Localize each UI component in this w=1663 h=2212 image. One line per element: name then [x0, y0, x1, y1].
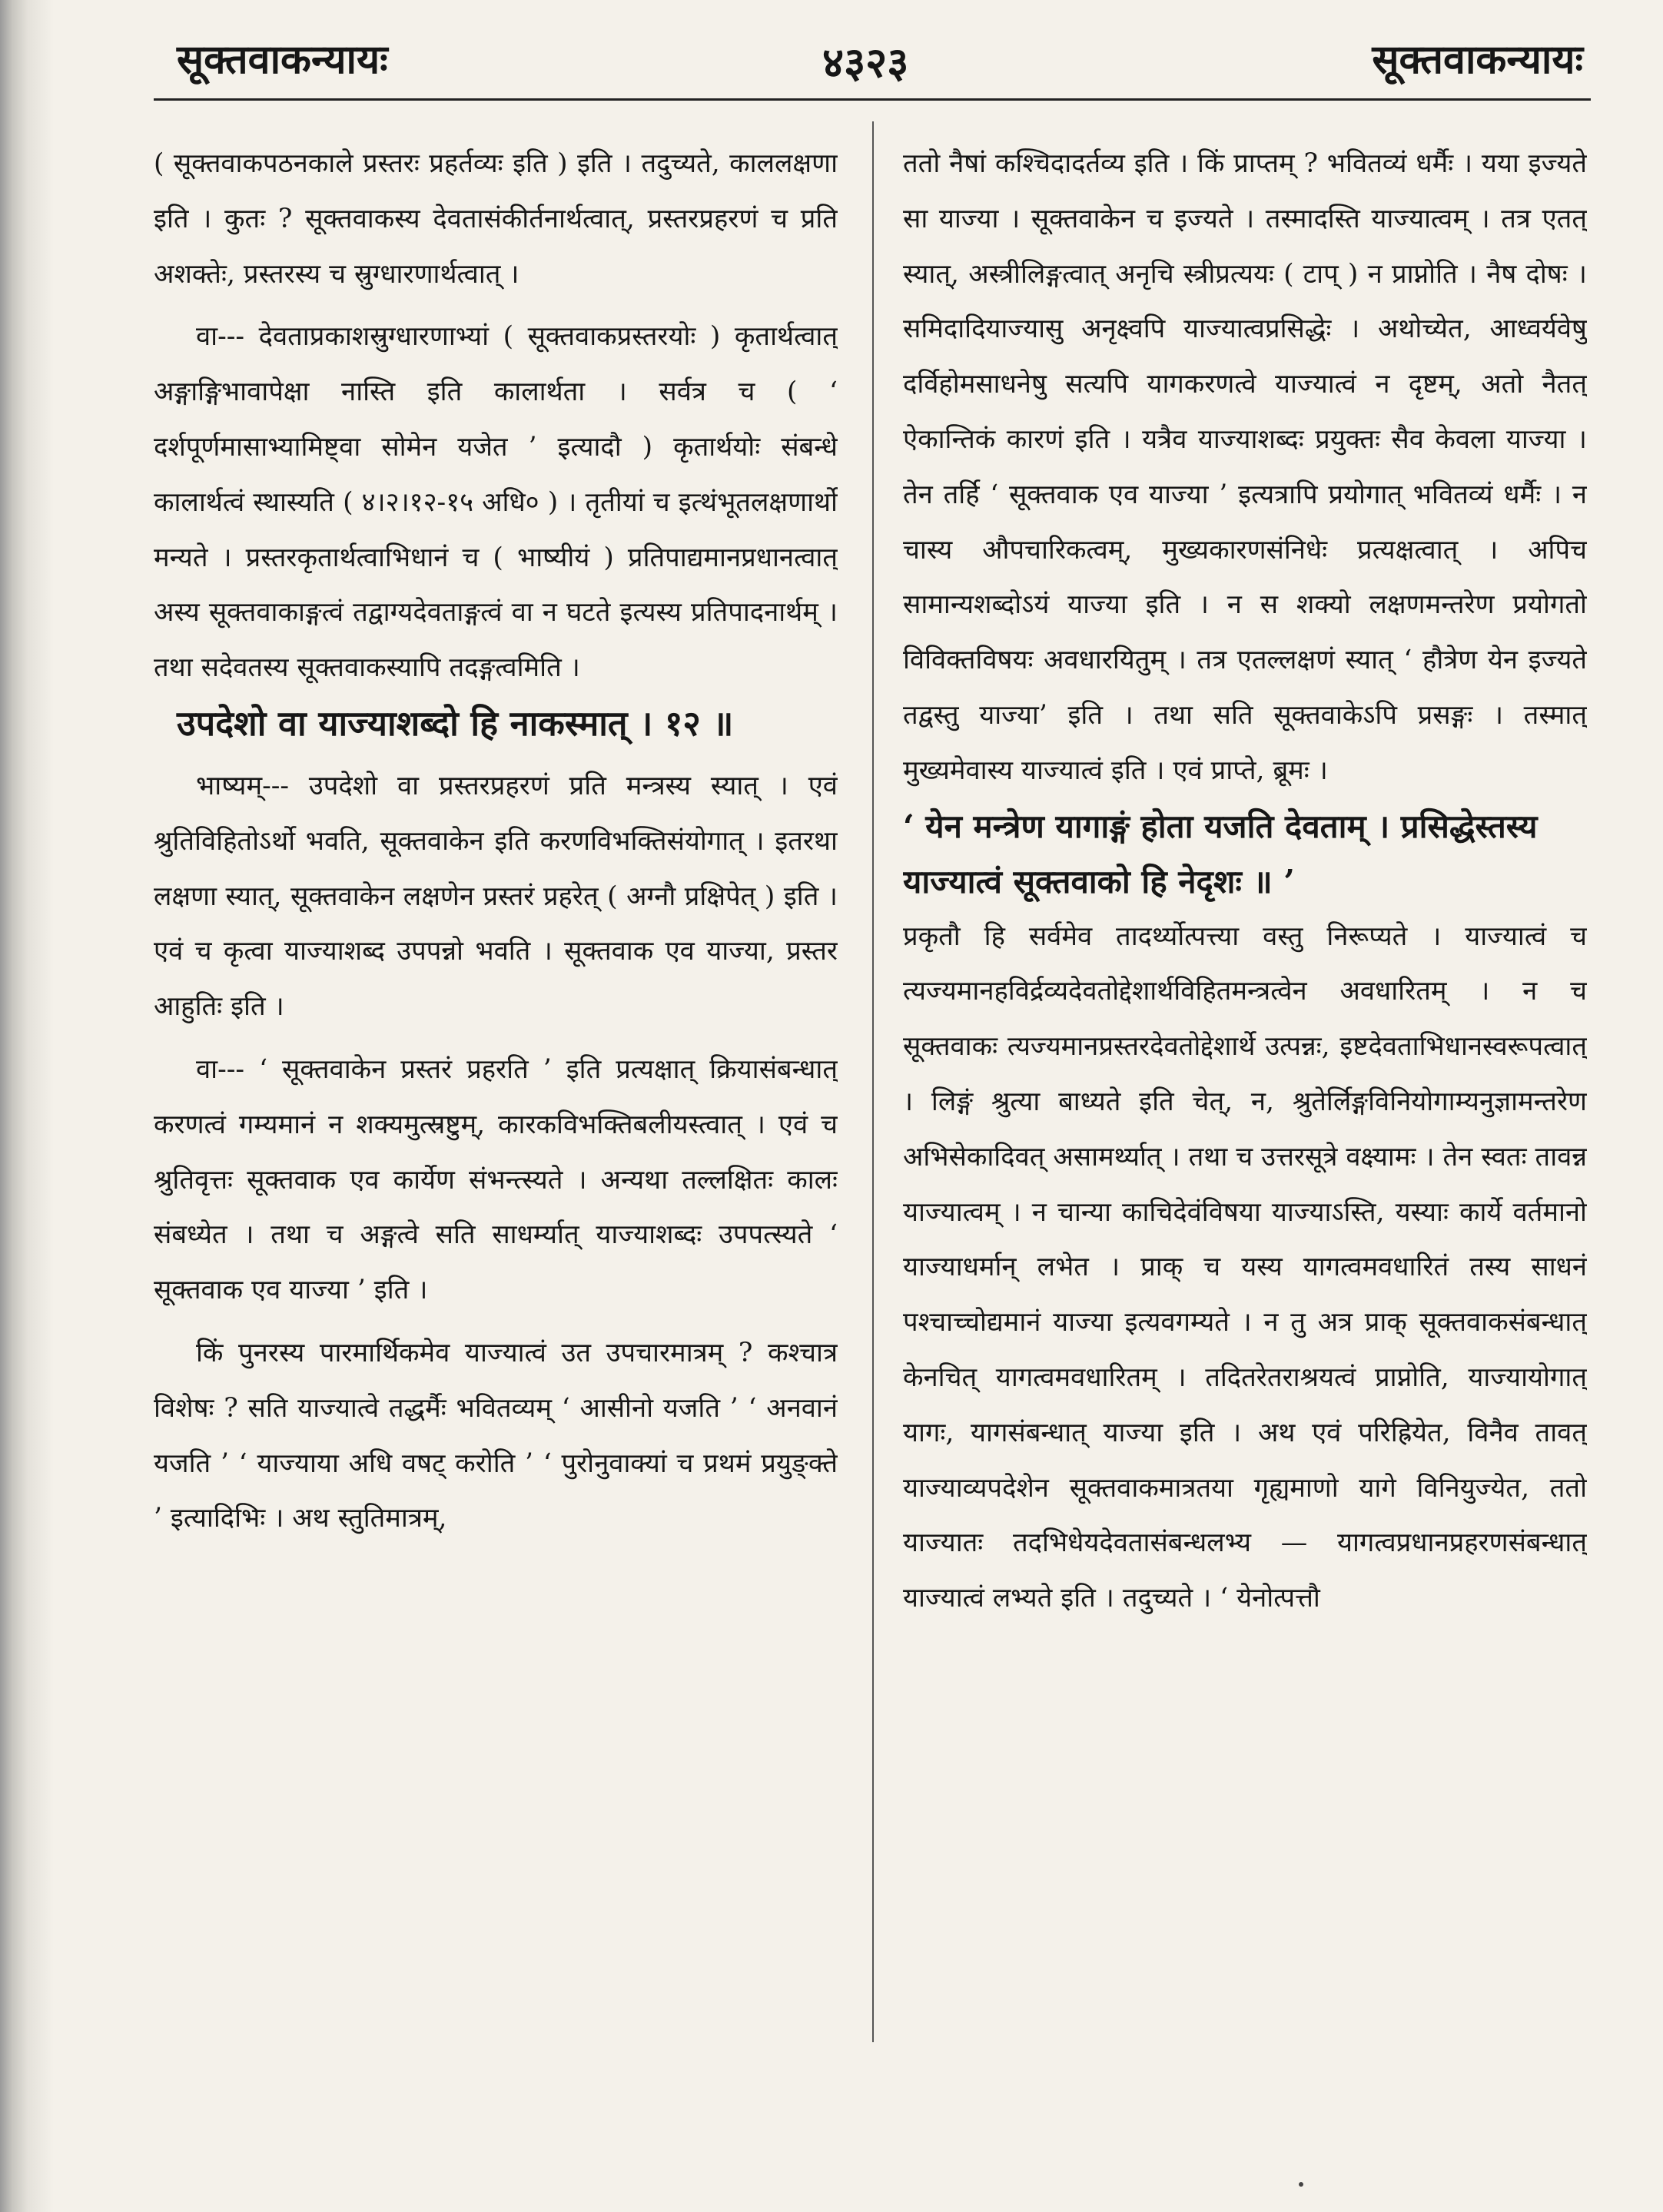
header-right-title: सूक्तवाकन्यायः [1372, 36, 1583, 83]
right-column [903, 137, 1587, 2134]
left-paragraph-vartika-2: वा--- ‘ सूक्तवाकेन प्रस्तरं प्रहरति ’ इति प्रत्यक्षात् क्रियासंबन्धात् करणत्वं गम्यमानं न शक्यमुत्स्रष्टुम्, कारकविभक्तिबलीयस्त्वात् । एवं च श्रुतिवृत्तः सूक्तवाक एव कार्येण संभन्त्स्यते । अन्यथा तल्लक्षितः कालः संबध्येत । तथा च अङ्गत्वे सति साधर्म्यात् याज्याशब्दः उपपत्स्यते ‘ सूक्तवाक एव याज्या ’ इति । [154, 1053, 838, 1306]
page-number: ४३२३ [822, 38, 909, 87]
right-paragraph-1: ततो नैषां कश्चिदादर्तव्य इति । किं प्राप्तम् ? भवितव्यं धर्मैः । यया इज्यते सा याज्या । सूक्तवाकेन च इज्यते । तस्मादस्ति याज्यात्वम् । तत्र एतत् स्यात्, अस्त्रीलिङ्गत्वात् अनृचि स्त्रीप्रत्ययः ( टाप् ) न प्राप्नोति । नैष दोषः । समिदादियाज्यासु अनृक्ष्वपि याज्यात्वप्रसिद्धेः । अथोच्येत, आध्वर्यवेषु दर्विहोमसाधनेषु सत्यपि यागकरणत्वे याज्यात्वं न दृष्टम्, अतो नैतत् ऐकान्तिकं कारणं इति । यत्रैव याज्याशब्दः प्रयुक्तः सैव केवला याज्या । तेन तर्हि ‘ सूक्तवाक एव याज्या ’ इत्यत्रापि प्रयोगात् भवितव्यं धर्मैः । न चास्य औपचारिकत्वम्, मुख्यकारणसंनिधेः प्रत्यक्षत्वात् । अपिच सामान्यशब्दोऽयं याज्या इति । न स शक्यो लक्षणमन्तरेण प्रयोगतो विविक्तविषयः अवधारयितुम् । तत्र एतल्लक्षणं स्यात् ‘ हौत्रेण येन इज्यते तद्वस्तु याज्या’ इति । तथा सति सूक्तवाकेऽपि प्रसङ्गः । तस्मात् मुख्यमेवास्य याज्यात्वं इति । एवं प्राप्ते, ब्रूमः । [903, 148, 1587, 786]
left-paragraph-question: किं पुनरस्य पारमार्थिकमेव याज्यात्वं उत उपचारमात्रम् ? कश्चात्र विशेषः ? सति याज्यात्वे तद्धर्मैः भवितव्यम् ‘ आसीनो यजति ’ ‘ अनवानं यजति ’ ‘ याज्याया अधि वषट् करोति ’ ‘ पुरोनुवाक्यां च प्रथमं प्रयुङ्क्ते ’ इत्यादिभिः । अथ स्तुतिमात्रम्, [154, 1337, 838, 1534]
right-paragraph-2: प्रकृतौ हि सर्वमेव तादर्थ्योत्पत्त्या वस्तु निरूप्यते । याज्यात्वं च त्यज्यमानहविर्द्रव्यदेवतोद्देशार्थविहितमन्त्रत्वेन अवधारितम् । न च सूक्तवाकः त्यज्यमानप्रस्तरदेवतोद्देशार्थे उत्पन्नः, इष्टदेवताभिधानस्वरूपत्वात् । लिङ्गं श्रुत्या बाध्यते इति चेत्, न, श्रुतेर्लिङ्गविनियोगाम्यनुज्ञामन्तरेण अभिसेकादिवत् असामर्थ्यात् । तथा च उत्तरसूत्रे वक्ष्यामः । तेन स्वतः तावन्न याज्यात्वम् । न चान्या काचिदेवंविषया याज्याऽस्ति, यस्याः कार्ये वर्तमानो याज्याधर्मान् लभेत । प्राक् च यस्य यागत्वमवधारितं तस्य साधनं पश्चाच्चोद्यमानं याज्या इत्यवगम्यते । न तु अत्र प्राक् सूक्तवाकसंबन्धात् केनचित् यागत्वमवधारितम् । तदितरेतराश्रयत्वं प्राप्नोति, याज्यायोगात् यागः, यागसंबन्धात् याज्या इति । अथ एवं परिह्रियेत, विनैव तावत् याज्याव्यपदेशेन सूक्तवाकमात्रतया गृह्यमाणो यागे विनियुज्येत, ततो याज्यातः तदभिधेयदेवतासंबन्धलभ्य — यागत्वप्रधानप्रहरणसंबन्धात् याज्यात्वं लभ्यते इति । तदुच्यते । ‘ येनोत्पत्तौ [903, 920, 1587, 1614]
left-paragraph-bhashya: भाष्यम्--- उपदेशो वा प्रस्तरप्रहरणं प्रति मन्त्रस्य स्यात् । एवं श्रुतिविहितोऽर्थो भवति, सूक्तवाकेन इति करणविभक्तिसंयोगात् । इतरथा लक्षणा स्यात्, सूक्तवाकेन लक्षणेन प्रस्तरं प्रहरेत् ( अग्नौ प्रक्षिपेत् ) इति । एवं च कृत्वा याज्याशब्द उपपन्नो भवति । सूक्तवाक एव याज्या, प्रस्तर आहुतिः इति । [154, 770, 838, 1023]
scan-binding-edge [0, 0, 54, 2212]
header-left-title: सूक्तवाकन्यायः [177, 36, 388, 83]
running-header [146, 22, 1591, 106]
verse-quote: ‘ येन मन्त्रेण यागाङ्गं होता यजति देवताम् । प्रसिद्धेस्तस्य याज्यात्वं सूक्तवाको हि नेदृशः ॥ ’ [903, 807, 1538, 900]
header-rule [154, 98, 1591, 101]
scan-speck [1299, 2182, 1303, 2187]
sutra-heading: उपदेशो वा याज्याशब्दो हि नाकस्मात् । १२ ॥ [177, 702, 734, 744]
left-paragraph-vartika: वा--- देवताप्रकाशस्रुग्धारणाभ्यां ( सूक्तवाकप्रस्तरयोः ) कृतार्थत्वात् अङ्गाङ्गिभावापेक्षा नास्ति इति कालार्थता । सर्वत्र च ( ‘ दर्शपूर्णमासाभ्यामिष्ट्वा सोमेन यजेत ’ इत्यादौ ) कृतार्थयोः संबन्धे कालार्थत्वं स्थास्यति ( ४।२।१२-१५ अधि० ) । तृतीयां च इत्थंभूतलक्षणार्थो मन्यते । प्रस्तरकृतार्थत्वाभिधानं च ( भाष्यीयं ) प्रतिपाद्यमानप्रधानत्वात् अस्य सूक्तवाकाङ्गत्वं तद्वाग्यदेवताङ्गत्वं वा न घटते इत्यस्य प्रतिपादनार्थम् । तथा सदेवतस्य सूक्तवाकस्यापि तदङ्गत्वमिति । [154, 321, 838, 684]
left-column [154, 137, 838, 2134]
column-divider [872, 121, 874, 2042]
book-page [146, 22, 1591, 2173]
left-paragraph-1: ( सूक्तवाकपठनकाले प्रस्तरः प्रहर्तव्यः इति ) इति । तदुच्यते, काललक्षणा इति । कुतः ? सूक्तवाकस्य देवतासंकीर्तनार्थत्वात्, प्रस्तरप्रहरणं च प्रति अशक्तेः, प्रस्तरस्य च स्रुग्धारणार्थत्वात् । [154, 148, 838, 290]
